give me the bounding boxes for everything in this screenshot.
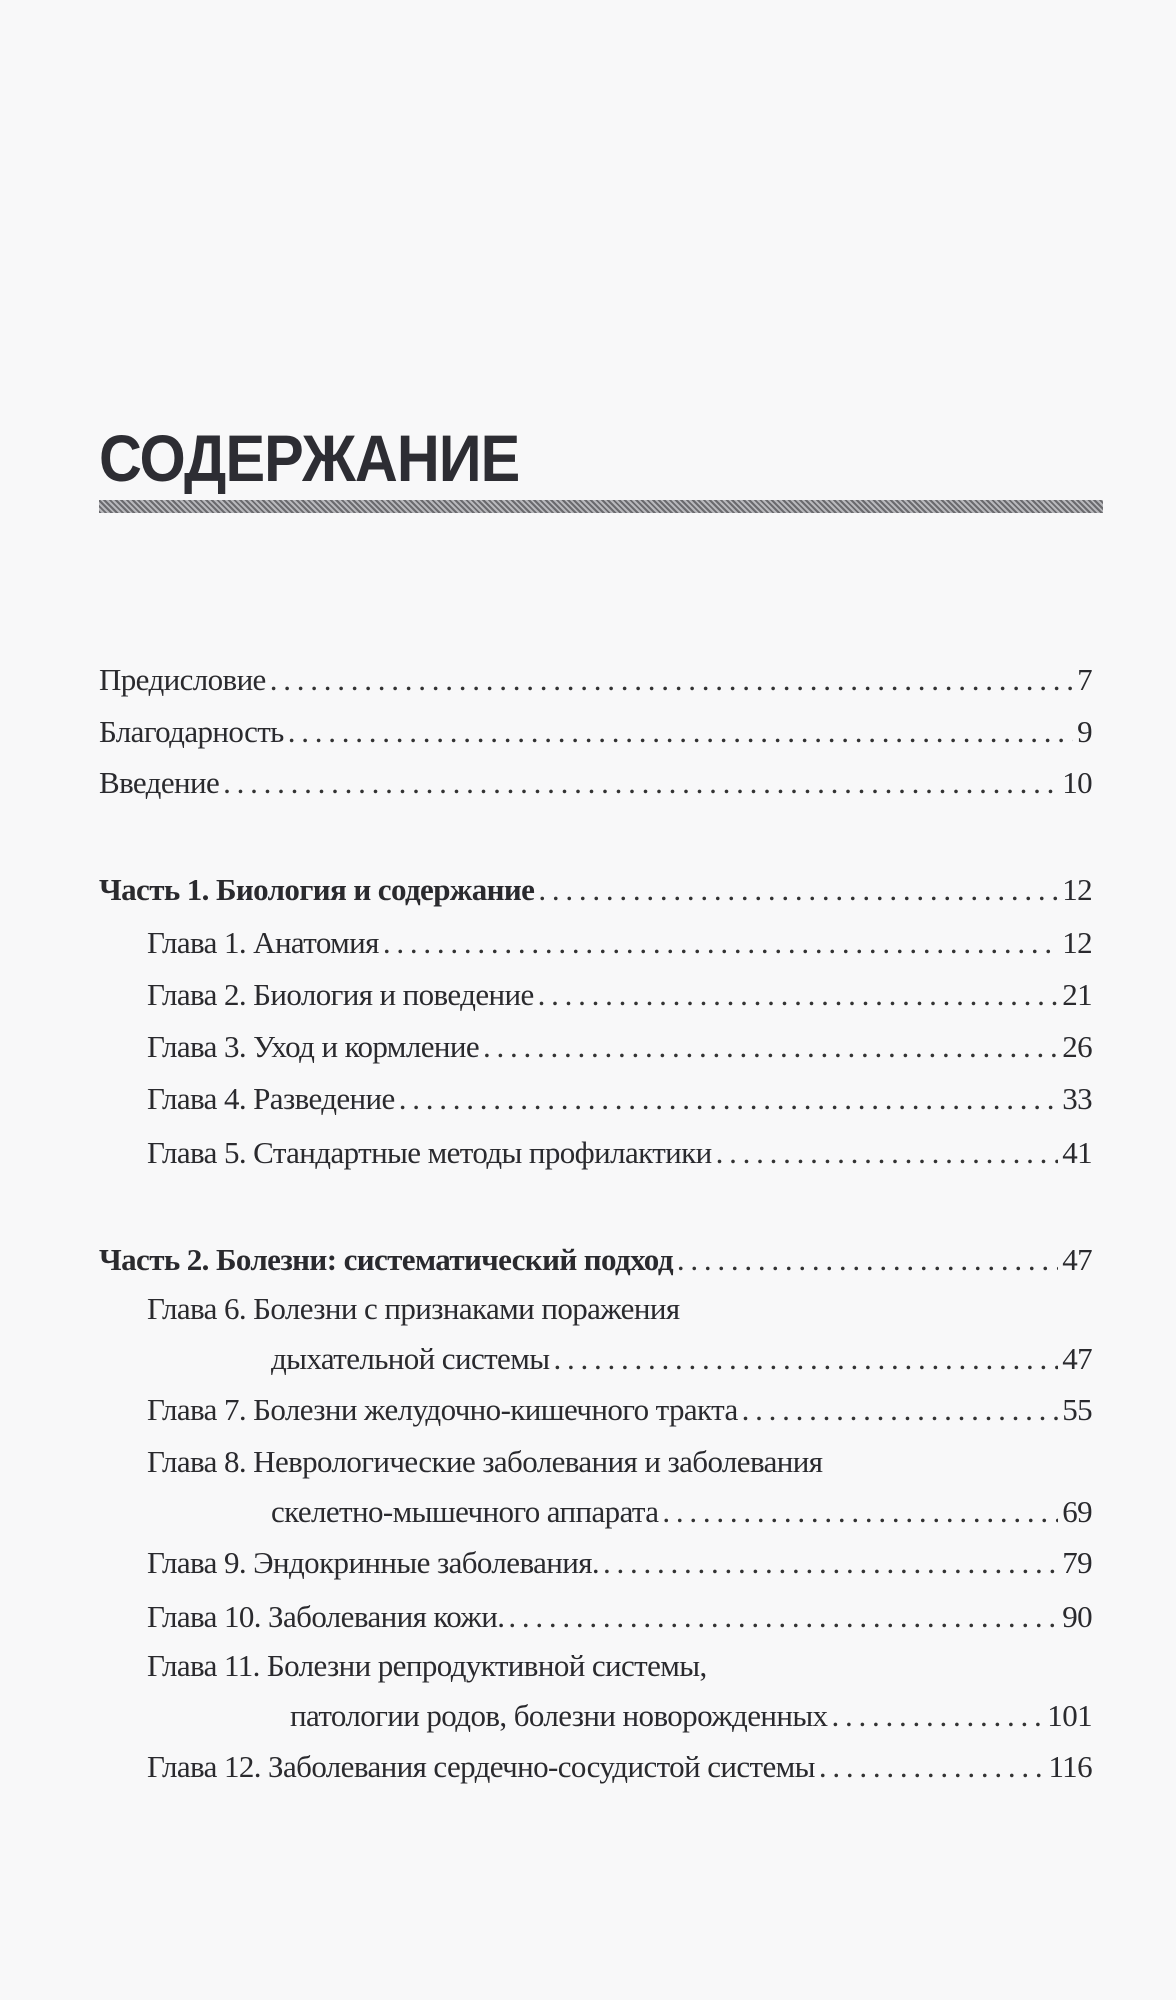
dot-leader <box>742 1392 1059 1428</box>
dot-leader <box>662 1494 1058 1530</box>
page-title: СОДЕРЖАНИЕ <box>99 421 520 495</box>
toc-part[interactable]: Часть 1. Биология и содержание . . . 12 <box>0 872 1092 912</box>
toc-entry[interactable]: Глава 12. Заболевания сердечно-сосудистой системы . . . 116 <box>0 1749 1092 1789</box>
toc-entry-line1[interactable]: Глава 8. Неврологические заболевания и заболевания <box>147 1444 823 1479</box>
dot-leader <box>223 765 1058 801</box>
dot-leader <box>553 1341 1058 1377</box>
dot-leader <box>383 925 1058 961</box>
toc-entry[interactable]: Глава 9. Эндокринные заболевания. . . . 79 <box>0 1545 1092 1585</box>
title-divider <box>99 500 1103 513</box>
toc-entry[interactable]: Введение . . . 10 <box>0 765 1092 805</box>
dot-leader <box>508 1599 1058 1635</box>
dot-leader <box>603 1545 1058 1581</box>
dot-leader <box>538 977 1059 1013</box>
toc-entry[interactable]: Глава 4. Разведение . . . 33 <box>0 1081 1092 1121</box>
dot-leader <box>288 714 1073 750</box>
dot-leader <box>538 872 1058 908</box>
dot-leader <box>399 1081 1059 1117</box>
toc-entry[interactable]: Глава 7. Болезни желудочно-кишечного тракта . . . 55 <box>0 1392 1092 1432</box>
toc-entry[interactable]: Глава 5. Стандартные методы профилактики . . . 41 <box>0 1135 1092 1175</box>
toc-entry[interactable]: Глава 1. Анатомия . . . 12 <box>0 925 1092 965</box>
toc-part[interactable]: Часть 2. Болезни: систематический подход . . . 47 <box>0 1242 1092 1282</box>
toc-entry[interactable]: скелетно-мышечного аппарата . . . 69 <box>0 1494 1092 1534</box>
toc-entry[interactable]: Благодарность . . . 9 <box>0 714 1092 754</box>
dot-leader <box>716 1135 1059 1171</box>
toc-entry[interactable]: Предисловие . . . 7 <box>0 662 1092 702</box>
toc-entry[interactable]: патологии родов, болезни новорожденных . . . 101 <box>0 1698 1092 1738</box>
toc-entry[interactable]: Глава 3. Уход и кормление . . . 26 <box>0 1029 1092 1069</box>
dot-leader <box>270 662 1073 698</box>
toc-entry[interactable]: Глава 2. Биология и поведение . . . 21 <box>0 977 1092 1017</box>
toc-entry[interactable]: Глава 10. Заболевания кожи. . . . 90 <box>0 1599 1092 1639</box>
toc-entry-line1[interactable]: Глава 11. Болезни репродуктивной системы, <box>147 1648 707 1683</box>
dot-leader <box>819 1749 1045 1785</box>
dot-leader <box>483 1029 1058 1065</box>
toc-entry[interactable]: дыхательной системы . . . 47 <box>0 1341 1092 1381</box>
dot-leader <box>831 1698 1043 1734</box>
toc-entry-line1[interactable]: Глава 6. Болезни с признаками поражения <box>147 1291 680 1326</box>
dot-leader <box>677 1242 1058 1278</box>
